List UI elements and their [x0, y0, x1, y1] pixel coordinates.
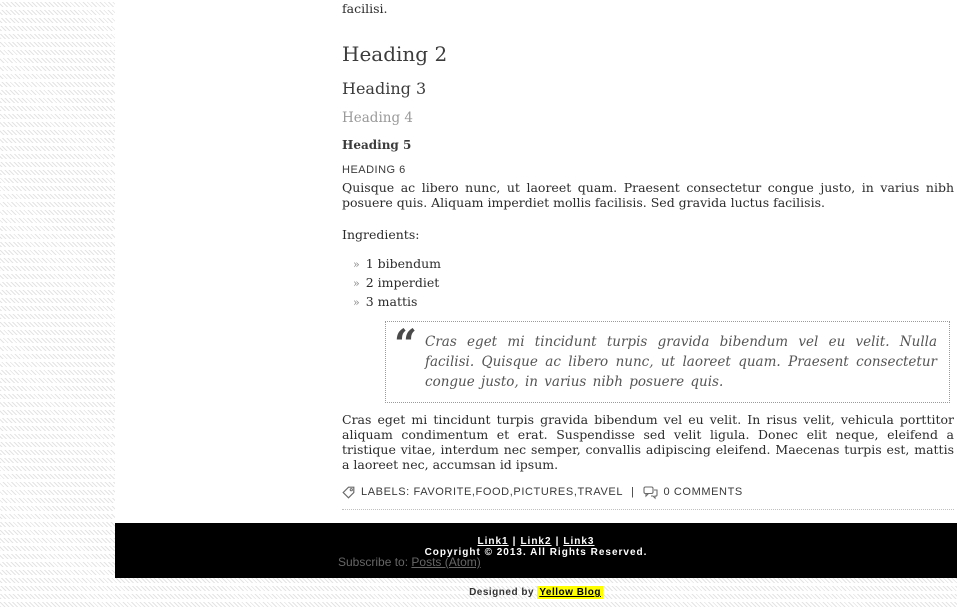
- credit-prefix: Designed by: [469, 587, 535, 598]
- subscribe-prefix: Subscribe to:: [338, 555, 409, 569]
- ingredients-list: [342, 255, 954, 312]
- list-bullet-icon: »: [353, 258, 360, 271]
- label-comma: ,: [573, 486, 578, 498]
- paragraph-2: Cras eget mi tincidunt turpis gravida bibendum vel eu velit. In risus velit, vehicula porttitor aliquam condimentum et erat. Suspendisse sed velit ligula. Donec elit neque, eleifend a tristique vitae, interdum nec semper, convallis adipiscing eleifend. Maecenas turpis est, mattis a laoreet nec, accumsan id ipsum.: [342, 412, 954, 472]
- label-comma: ,: [509, 486, 514, 498]
- footer-separator: |: [555, 536, 560, 547]
- paragraph-1: Quisque ac libero nunc, ut laoreet quam. Praesent consectetur congue justo, in varius nibh posuere quis. Aliquam imperdiet mollis facilisis. Sed gravida luctus facilisis.: [342, 180, 954, 210]
- comments-link[interactable]: 0 COMMENTS: [663, 486, 743, 498]
- label-link-food[interactable]: FOOD: [475, 486, 510, 498]
- heading-3: Heading 3: [342, 79, 427, 98]
- heading-6: HEADING 6: [342, 164, 406, 176]
- footer-bar: [115, 523, 957, 578]
- list-item-text: 2 imperdiet: [365, 275, 440, 290]
- heading-4: Heading 4: [342, 110, 413, 126]
- labels-separator: |: [631, 486, 635, 498]
- comments-icon: [643, 486, 658, 499]
- list-item: [353, 255, 954, 274]
- list-bullet-icon: »: [353, 296, 360, 309]
- tag-icon: [342, 486, 355, 499]
- footer-links-row: [115, 536, 957, 547]
- label-link-favorite[interactable]: FAVORITE: [413, 486, 472, 498]
- label-link-travel[interactable]: TRAVEL: [577, 486, 624, 498]
- labels-prefix: LABELS:: [361, 486, 410, 498]
- page-content: [115, 0, 957, 578]
- label-comma: ,: [471, 486, 476, 498]
- footer-link-3[interactable]: Link3: [563, 536, 595, 547]
- heading-5: Heading 5: [342, 138, 412, 152]
- list-item: [353, 293, 954, 312]
- blockquote: [385, 321, 950, 403]
- footer-link-1[interactable]: Link1: [477, 536, 509, 547]
- list-item-text: 1 bibendum: [365, 256, 442, 271]
- copyright-text: Copyright © 2013. All Rights Reserved.: [424, 547, 648, 558]
- list-item: [353, 274, 954, 293]
- blockquote-text: Cras eget mi tincidunt turpis gravida bibendum vel eu velit. Nulla facilisi. Quisque ac libero nunc, ut laoreet quam. Praesent consectetur congue justo, in varius nibh posuere quis.: [425, 334, 937, 390]
- label-link-pictures[interactable]: PICTURES: [513, 486, 574, 498]
- designer-credit-line: [115, 587, 957, 598]
- footer-separator: |: [512, 536, 517, 547]
- heading-2: Heading 2: [342, 42, 448, 66]
- list-item-text: 3 mattis: [365, 294, 418, 309]
- open-quote-icon: “: [394, 321, 418, 368]
- footer-link-2[interactable]: Link2: [520, 536, 552, 547]
- post-column: [338, 0, 954, 570]
- list-bullet-icon: »: [353, 277, 360, 290]
- ingredients-label: Ingredients:: [342, 227, 420, 242]
- subscribe-posts-atom-link[interactable]: Posts (Atom): [411, 555, 481, 569]
- post-footer-labels-row: [342, 485, 954, 510]
- yellow-blog-link[interactable]: Yellow Blog: [539, 587, 601, 598]
- intro-paragraph-fragment: facilisi.: [342, 1, 388, 16]
